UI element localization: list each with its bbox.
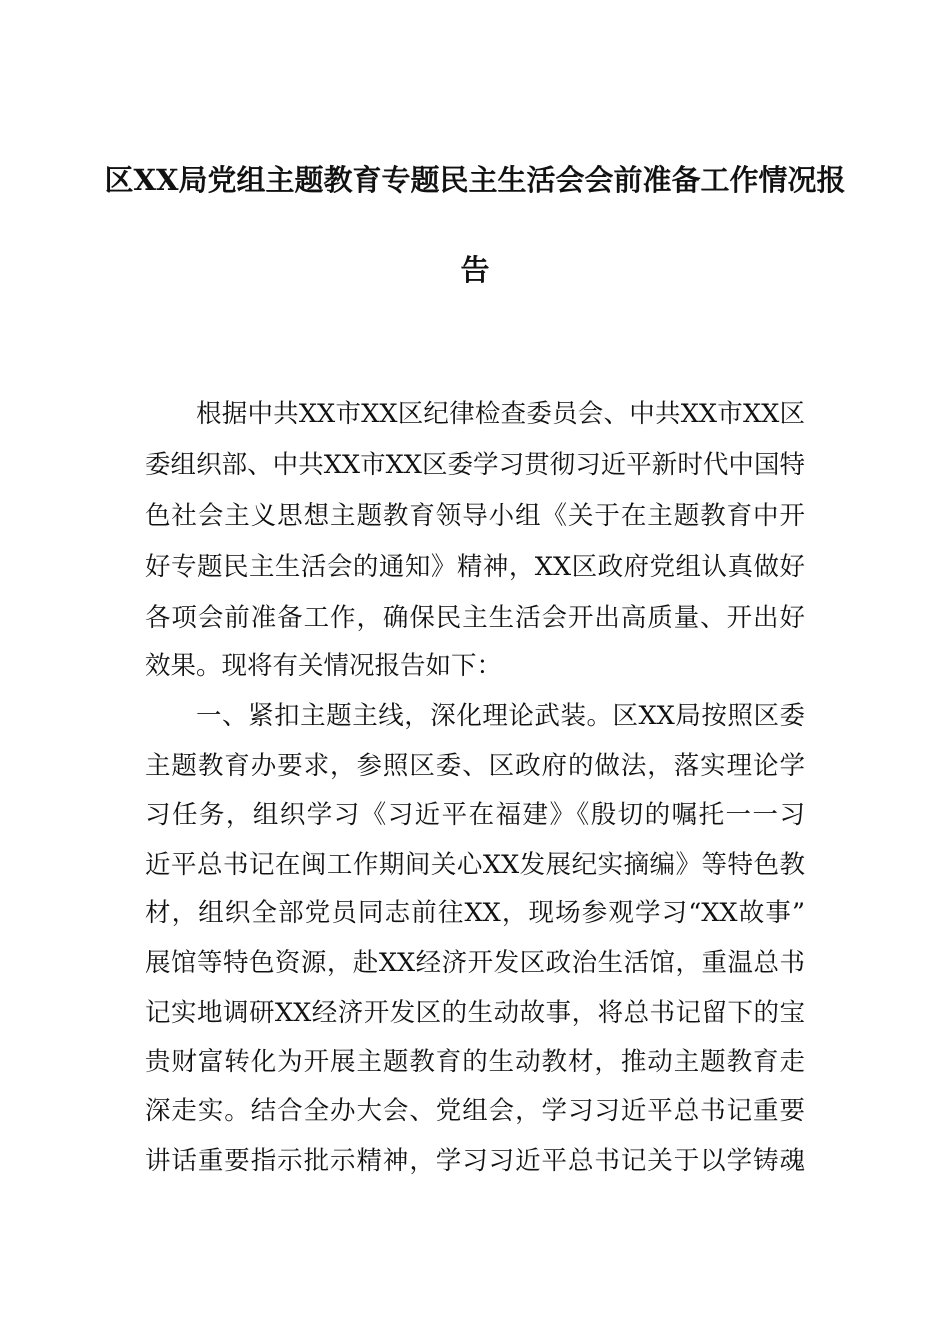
- paragraph-2-line-2: 主题教育办要求，参照区委、区政府的做法，落实理论学: [145, 751, 805, 781]
- paragraph-1-line-5: 各项会前准备工作，确保民主生活会开出高质量、开出好: [145, 603, 805, 633]
- paragraph-2-line-1: 一、紧扣主题主线，深化理论武装。区XX局按照区委: [196, 701, 805, 731]
- paragraph-1-line-4: 好专题民主生活会的通知》精神，XX区政府党组认真做好: [145, 552, 805, 582]
- paragraph-2-line-4: 近平总书记在闽工作期间关心XX发展纪实摘编》等特色教: [145, 850, 805, 880]
- paragraph-1-line-1: 根据中共XX市XX区纪律检查委员会、中共XX市XX区: [196, 399, 805, 429]
- paragraph-2-line-10: 讲话重要指示批示精神，学习习近平总书记关于以学铸魂: [145, 1146, 805, 1176]
- paragraph-2-line-6: 展馆等特色资源，赴XX经济开发区政治生活馆，重温总书: [145, 948, 805, 978]
- paragraph-2-line-5: 材，组织全部党员同志前往XX，现场参观学习“XX故事”: [145, 898, 805, 928]
- paragraph-1-line-6: 效果。现将有关情况报告如下：: [145, 651, 503, 681]
- paragraph-1-line-3: 色社会主义思想主题教育领导小组《关于在主题教育中开: [145, 501, 805, 531]
- document-title-line-2: 告: [460, 253, 490, 287]
- document-title-line-1: 区XX局党组主题教育专题民主生活会会前准备工作情况报: [104, 163, 846, 197]
- paragraph-2-line-7: 记实地调研XX经济开发区的生动故事，将总书记留下的宝: [145, 998, 805, 1028]
- paragraph-2-line-9: 深走实。结合全办大会、党组会，学习习近平总书记重要: [145, 1096, 805, 1126]
- paragraph-1-line-2: 委组织部、中共XX市XX区委学习贯彻习近平新时代中国特: [145, 450, 805, 480]
- paragraph-2-line-8: 贵财富转化为开展主题教育的生动教材，推动主题教育走: [145, 1047, 805, 1077]
- paragraph-2-line-3: 习任务，组织学习《习近平在福建》《殷切的嘱托一一习: [145, 800, 805, 830]
